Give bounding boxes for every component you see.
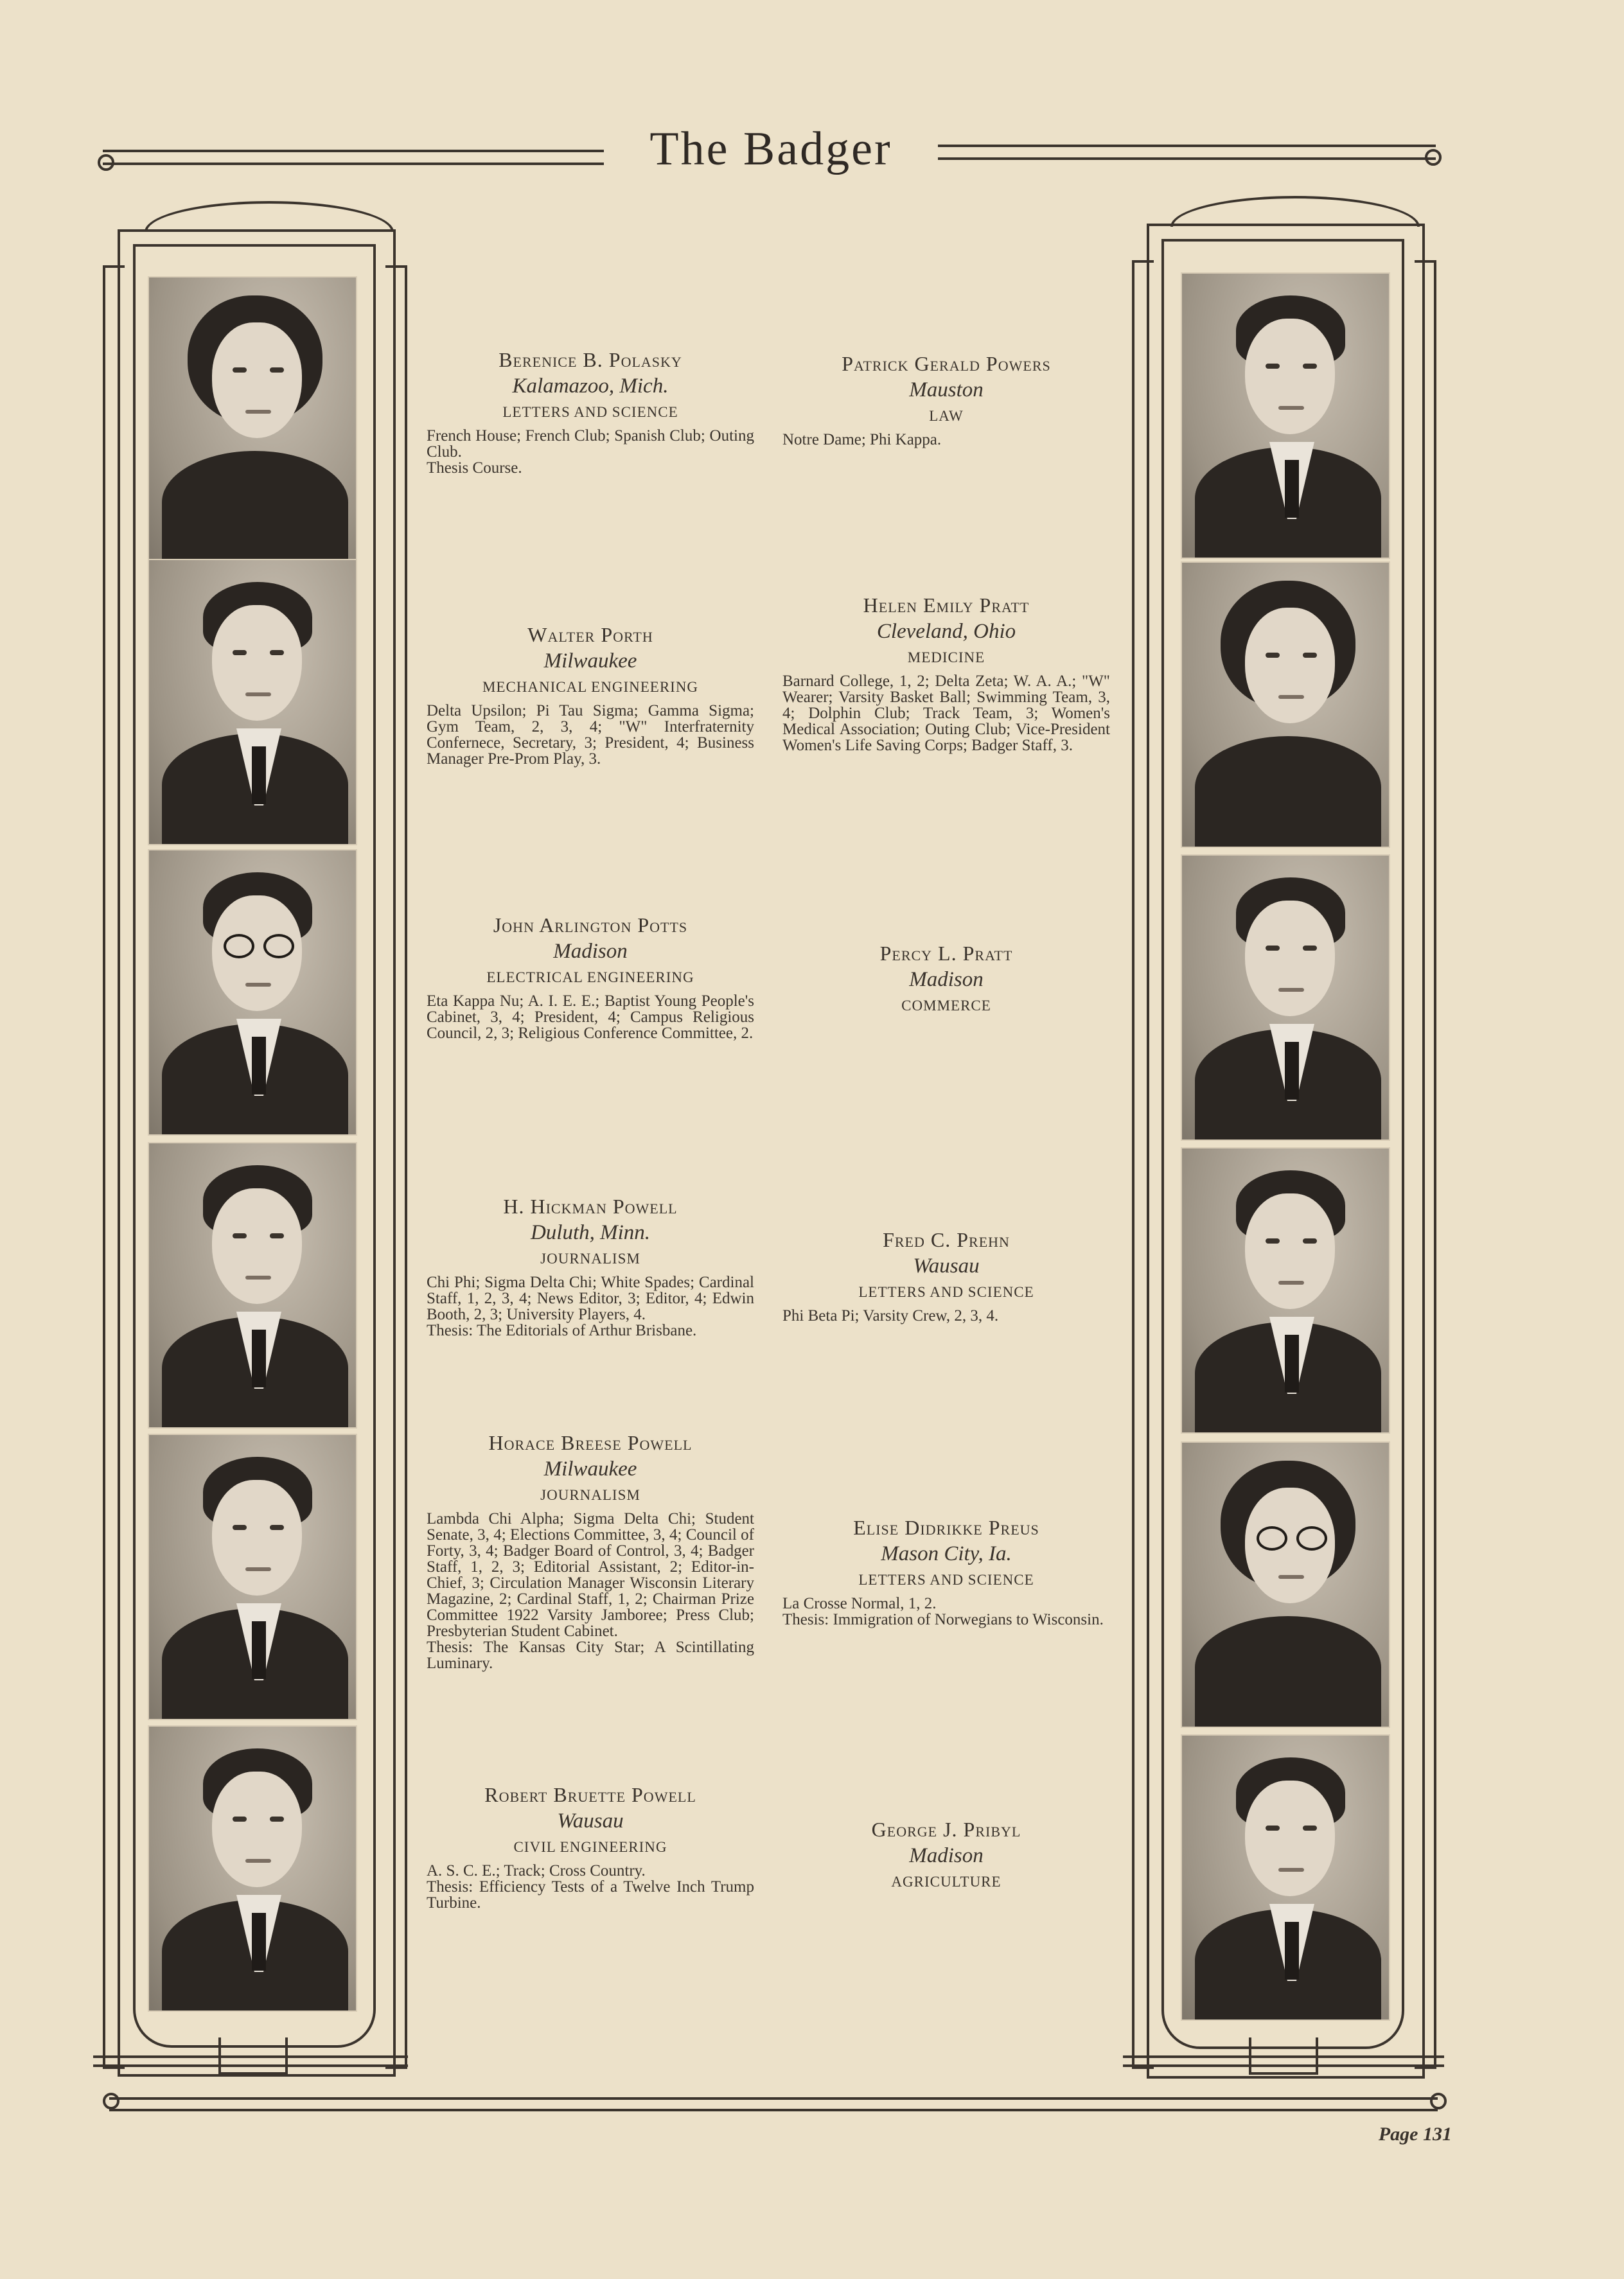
portrait-potts xyxy=(148,849,357,1136)
student-thesis: Thesis: Immigration of Norwegians to Wisconsin. xyxy=(782,1611,1104,1628)
student-city: Wausau xyxy=(913,1254,980,1278)
student-city: Mason City, Ia. xyxy=(881,1542,1012,1565)
portrait-hb-powell xyxy=(148,1434,357,1720)
portrait-h-pratt xyxy=(1181,561,1390,848)
student-city: Kalamazoo, Mich. xyxy=(512,374,669,398)
left-frame-pilaster-r xyxy=(385,265,407,2069)
entry-p-pratt xyxy=(782,940,1110,1019)
student-city: Duluth, Minn. xyxy=(530,1221,651,1244)
student-department: COMMERCE xyxy=(901,998,991,1014)
page-title: The Badger xyxy=(649,123,892,175)
portrait-rb-powell xyxy=(148,1725,357,2012)
student-department: LETTERS AND SCIENCE xyxy=(502,404,678,420)
student-activities: Lambda Chi Alpha; Sigma Delta Chi; Student Senate, 3, 4; Elections Committee, 3, 4; Council of Forty, 3, 4; Badger Board of Control, 3, 4; Badger Staff, 1, 2, 3; Editorial Assistant, 2; Editor-in-Chief, 3; Circulation Manager Wisconsin Literary Magazine, 2; Cardinal Staff, 1, 2; Chairman Prize Committee 1922 Varsity Jamboree; Press Club; Presbyterian Student Cabinet. xyxy=(427,1510,754,1640)
student-thesis: Thesis: Efficiency Tests of a Twelve Inch Trump Turbine. xyxy=(427,1878,754,1912)
entry-preus xyxy=(782,1515,1110,1628)
student-name: John Arlington Potts xyxy=(493,913,688,937)
portrait-preus xyxy=(1181,1441,1390,1728)
header-rule-right xyxy=(938,145,1436,160)
portrait-prehn xyxy=(1181,1147,1390,1434)
right-frame-notch xyxy=(1249,2037,1318,2075)
entry-polasky xyxy=(427,347,754,476)
student-activities: La Crosse Normal, 1, 2. xyxy=(782,1595,937,1612)
student-department: AGRICULTURE xyxy=(891,1874,1002,1890)
student-name: Berenice B. Polasky xyxy=(499,348,682,371)
student-department: LETTERS AND SCIENCE xyxy=(858,1284,1034,1300)
student-activities: Barnard College, 1, 2; Delta Zeta; W. A. A.; "W" Wearer; Varsity Basket Ball; Swimming Team, 3, 4; Dolphin Club; Track Team, 3; Women's Medical Association; Outing Club; Vice-President Women's Life Saving Corps; Badger Staff, 3. xyxy=(782,673,1110,754)
student-name: H. Hickman Powell xyxy=(503,1195,678,1218)
student-city: Milwaukee xyxy=(543,1457,637,1481)
student-name: Percy L. Pratt xyxy=(879,942,1013,965)
left-frame-notch xyxy=(218,2037,288,2075)
header-flourish-left xyxy=(98,154,114,171)
student-thesis: Thesis Course. xyxy=(427,459,522,477)
student-department: ELECTRICAL ENGINEERING xyxy=(486,969,694,985)
student-department: JOURNALISM xyxy=(540,1251,640,1267)
entry-powers xyxy=(782,351,1110,448)
header-flourish-right xyxy=(1425,149,1442,166)
student-department: LETTERS AND SCIENCE xyxy=(858,1572,1034,1588)
footer-flourish-left xyxy=(103,2093,119,2109)
page-number: Page 131 xyxy=(1378,2124,1452,2145)
student-city: Wausau xyxy=(557,1809,624,1833)
student-thesis: Thesis: The Editorials of Arthur Brisbane. xyxy=(427,1322,697,1339)
student-city: Madison xyxy=(553,940,628,963)
right-frame-pilaster-r xyxy=(1415,260,1436,2069)
entry-h-powell xyxy=(427,1193,754,1339)
footer-rule xyxy=(109,2097,1438,2111)
student-department: MECHANICAL ENGINEERING xyxy=(482,679,699,695)
student-city: Milwaukee xyxy=(543,649,637,673)
student-name: Fred C. Prehn xyxy=(883,1228,1010,1251)
portrait-porth xyxy=(148,559,357,845)
student-activities: A. S. C. E.; Track; Cross Country. xyxy=(427,1862,646,1879)
portrait-polasky xyxy=(148,276,357,563)
left-frame-pilaster-l xyxy=(103,265,125,2069)
entry-potts xyxy=(427,912,754,1041)
entry-porth xyxy=(427,622,754,767)
student-activities: French House; French Club; Spanish Club; Outing Club. xyxy=(427,427,754,461)
student-name: Elise Didrikke Preus xyxy=(853,1516,1039,1539)
student-activities: Notre Dame; Phi Kappa. xyxy=(782,431,942,448)
student-activities: Phi Beta Pi; Varsity Crew, 2, 3, 4. xyxy=(782,1307,999,1324)
student-activities: Chi Phi; Sigma Delta Chi; White Spades; Cardinal Staff, 1, 2, 3, 4; News Editor, 3; Editor, 4; Edwin Booth, 2, 3; University Players, 4. xyxy=(427,1274,754,1323)
entry-rb-powell xyxy=(427,1782,754,1911)
student-name: George J. Pribyl xyxy=(871,1818,1021,1841)
right-frame-pilaster-l xyxy=(1132,260,1154,2069)
portrait-pribyl xyxy=(1181,1734,1390,2021)
right-frame-cap xyxy=(1170,196,1420,227)
student-city: Mauston xyxy=(909,378,984,401)
student-name: Helen Emily Pratt xyxy=(863,594,1030,617)
student-department: MEDICINE xyxy=(907,649,985,665)
student-city: Madison xyxy=(909,968,984,991)
student-city: Cleveland, Ohio xyxy=(876,620,1016,643)
portrait-h-powell xyxy=(148,1142,357,1429)
student-name: Horace Breese Powell xyxy=(488,1431,693,1454)
student-department: CIVIL ENGINEERING xyxy=(513,1839,667,1855)
student-name: Patrick Gerald Powers xyxy=(842,352,1051,375)
entry-h-pratt xyxy=(782,592,1110,753)
student-thesis: Thesis: The Kansas City Star; A Scintillating Luminary. xyxy=(427,1639,754,1672)
portrait-p-pratt xyxy=(1181,854,1390,1141)
student-name: Robert Bruette Powell xyxy=(484,1783,696,1806)
entry-pribyl xyxy=(782,1817,1110,1895)
entry-prehn xyxy=(782,1227,1110,1324)
entry-hb-powell xyxy=(427,1430,754,1671)
student-city: Madison xyxy=(909,1844,984,1867)
left-frame-cap xyxy=(145,201,394,232)
footer-flourish-right xyxy=(1430,2093,1447,2109)
student-activities: Delta Upsilon; Pi Tau Sigma; Gamma Sigma; Gym Team, 2, 3, 4; "W" Interfraternity Confernece, Secretary, 3; President, 4; Business Manager Pre-Prom Play, 3. xyxy=(427,702,754,768)
student-activities: Eta Kappa Nu; A. I. E. E.; Baptist Young People's Cabinet, 3, 4; President, 4; Campus Religious Council, 2, 3; Religious Conference Committee, 2. xyxy=(427,992,754,1042)
student-name: Walter Porth xyxy=(527,623,653,646)
portrait-powers xyxy=(1181,272,1390,559)
student-department: LAW xyxy=(929,408,964,424)
student-department: JOURNALISM xyxy=(540,1487,640,1503)
header-rule-left xyxy=(103,150,604,165)
